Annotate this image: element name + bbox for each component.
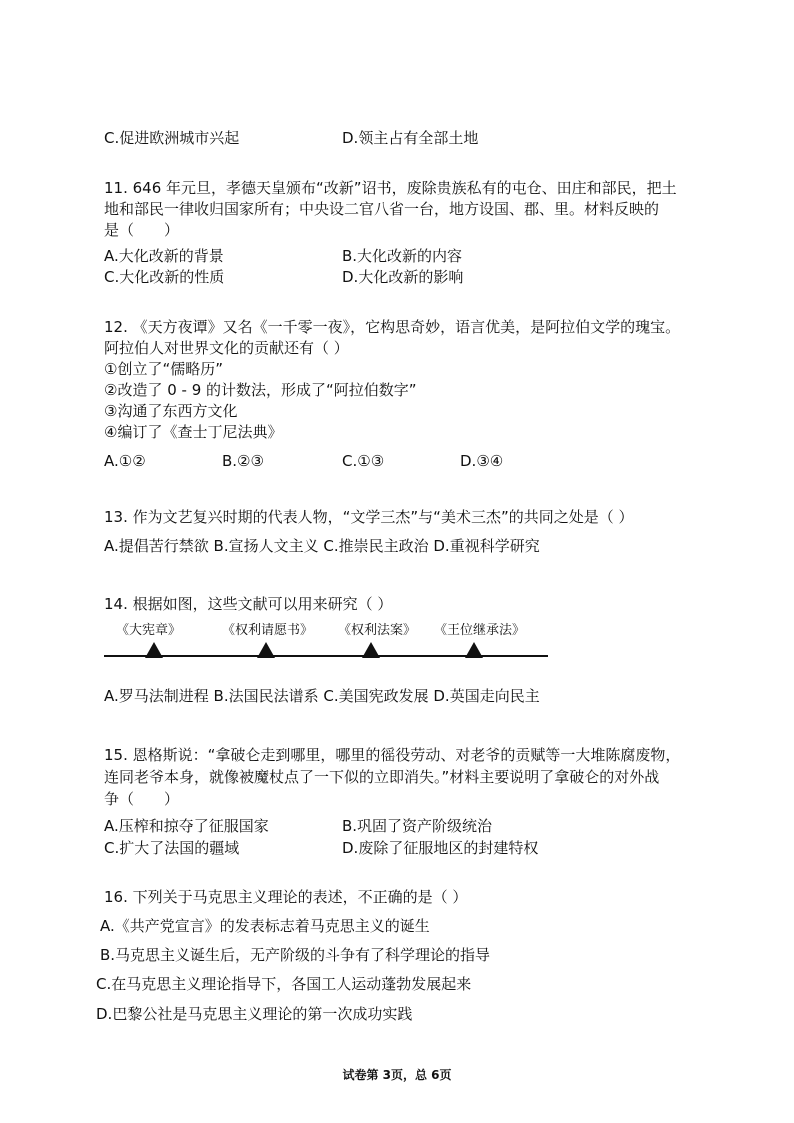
q11-text-line-2: 地和部民一律收归国家所有；中央设二官八省一台，地方设国、郡、里。材料反映的 (104, 200, 660, 218)
q12-text-line-1: 12. 《天方夜谭》又名《一千零一夜》，它构思奇妙，语言优美，是阿拉伯文学的瑰宝。 (104, 318, 681, 336)
q12-text-line-2: 阿拉伯人对世界文化的贡献还有（ ） (104, 339, 349, 357)
timeline-label-petition-of-right: 《权利请愿书》 (222, 623, 314, 638)
q12-statement-4: ④编订了《查士丁尼法典》 (104, 423, 283, 441)
q13-options[interactable]: A.提倡苦行禁欲 B.宣扬人文主义 C.推崇民主政治 D.重视科学研究 (104, 537, 540, 555)
q15-text-line-3: 争（ ） (104, 790, 180, 808)
q12-option-a[interactable]: A.①② (104, 452, 146, 470)
page-footer: 试卷第 3页，总 6页 (342, 1068, 452, 1082)
q11-text-line-1: 11. 646 年元旦，孝德天皇颁布“改新”诏书，废除贵族私有的屯仓、田庄和部民，把土 (104, 179, 677, 197)
q11-option-b[interactable]: B.大化改新的内容 (342, 247, 463, 265)
q16-option-c[interactable]: C.在马克思主义理论指导下，各国工人运动蓬勃发展起来 (96, 975, 472, 993)
q16-option-a[interactable]: A.《共产党宣言》的发表标志着马克思主义的诞生 (100, 917, 430, 935)
q15-option-d[interactable]: D.废除了征服地区的封建特权 (342, 839, 539, 857)
q15-text-line-1: 15. 恩格斯说：“拿破仑走到哪里，哪里的徭役劳动、对老爷的贡赋等一大堆陈腐废物， (104, 746, 681, 764)
timeline-marker-triangle-icon (362, 642, 380, 658)
q12-statement-3: ③沟通了东西方文化 (104, 402, 238, 420)
q11-option-a[interactable]: A.大化改新的背景 (104, 247, 224, 265)
q14-text-line-1: 14. 根据如图，这些文献可以用来研究（ ） (104, 595, 393, 613)
timeline-marker-triangle-icon (145, 642, 163, 658)
timeline-label-bill-of-rights: 《权利法案》 (338, 623, 417, 638)
q15-option-b[interactable]: B.巩固了资产阶级统治 (342, 817, 493, 835)
q14-timeline (104, 622, 550, 672)
q12-option-d[interactable]: D.③④ (460, 452, 504, 470)
q15-option-c[interactable]: C.扩大了法国的疆域 (104, 839, 240, 857)
q16-option-d[interactable]: D.巴黎公社是马克思主义理论的第一次成功实践 (96, 1005, 413, 1023)
timeline-marker-triangle-icon (257, 642, 275, 658)
q16-text-line-1: 16. 下列关于马克思主义理论的表述，不正确的是（ ） (104, 888, 468, 906)
timeline-label-act-of-settlement: 《王位继承法》 (434, 623, 526, 638)
q10-option-c[interactable]: C.促进欧洲城市兴起 (104, 129, 240, 147)
q11-option-d[interactable]: D.大化改新的影响 (342, 268, 464, 286)
q15-text-line-2: 连同老爷本身，就像被魔杖点了一下似的立即消失。”材料主要说明了拿破仑的对外战 (104, 768, 660, 786)
q12-option-c[interactable]: C.①③ (342, 452, 385, 470)
q14-options[interactable]: A.罗马法制进程 B.法国民法谱系 C.美国宪政发展 D.英国走向民主 (104, 687, 540, 705)
q11-option-c[interactable]: C.大化改新的性质 (104, 268, 225, 286)
q15-option-a[interactable]: A.压榨和掠夺了征服国家 (104, 817, 269, 835)
q12-statement-2: ②改造了 0 - 9 的计数法，形成了“阿拉伯数字” (104, 381, 417, 399)
q13-text-line-1: 13. 作为文艺复兴时期的代表人物，“文学三杰”与“美术三杰”的共同之处是（ ） (104, 508, 634, 526)
q12-option-b[interactable]: B.②③ (222, 452, 264, 470)
q12-statement-1: ①创立了“儒略历” (104, 360, 223, 378)
timeline-label-magna-carta: 《大宪章》 (116, 623, 182, 638)
timeline-marker-triangle-icon (465, 642, 483, 658)
q16-option-b[interactable]: B.马克思主义诞生后，无产阶级的斗争有了科学理论的指导 (100, 946, 491, 964)
q10-option-d[interactable]: D.领主占有全部土地 (342, 129, 479, 147)
q11-text-line-3: 是（ ） (104, 221, 180, 239)
